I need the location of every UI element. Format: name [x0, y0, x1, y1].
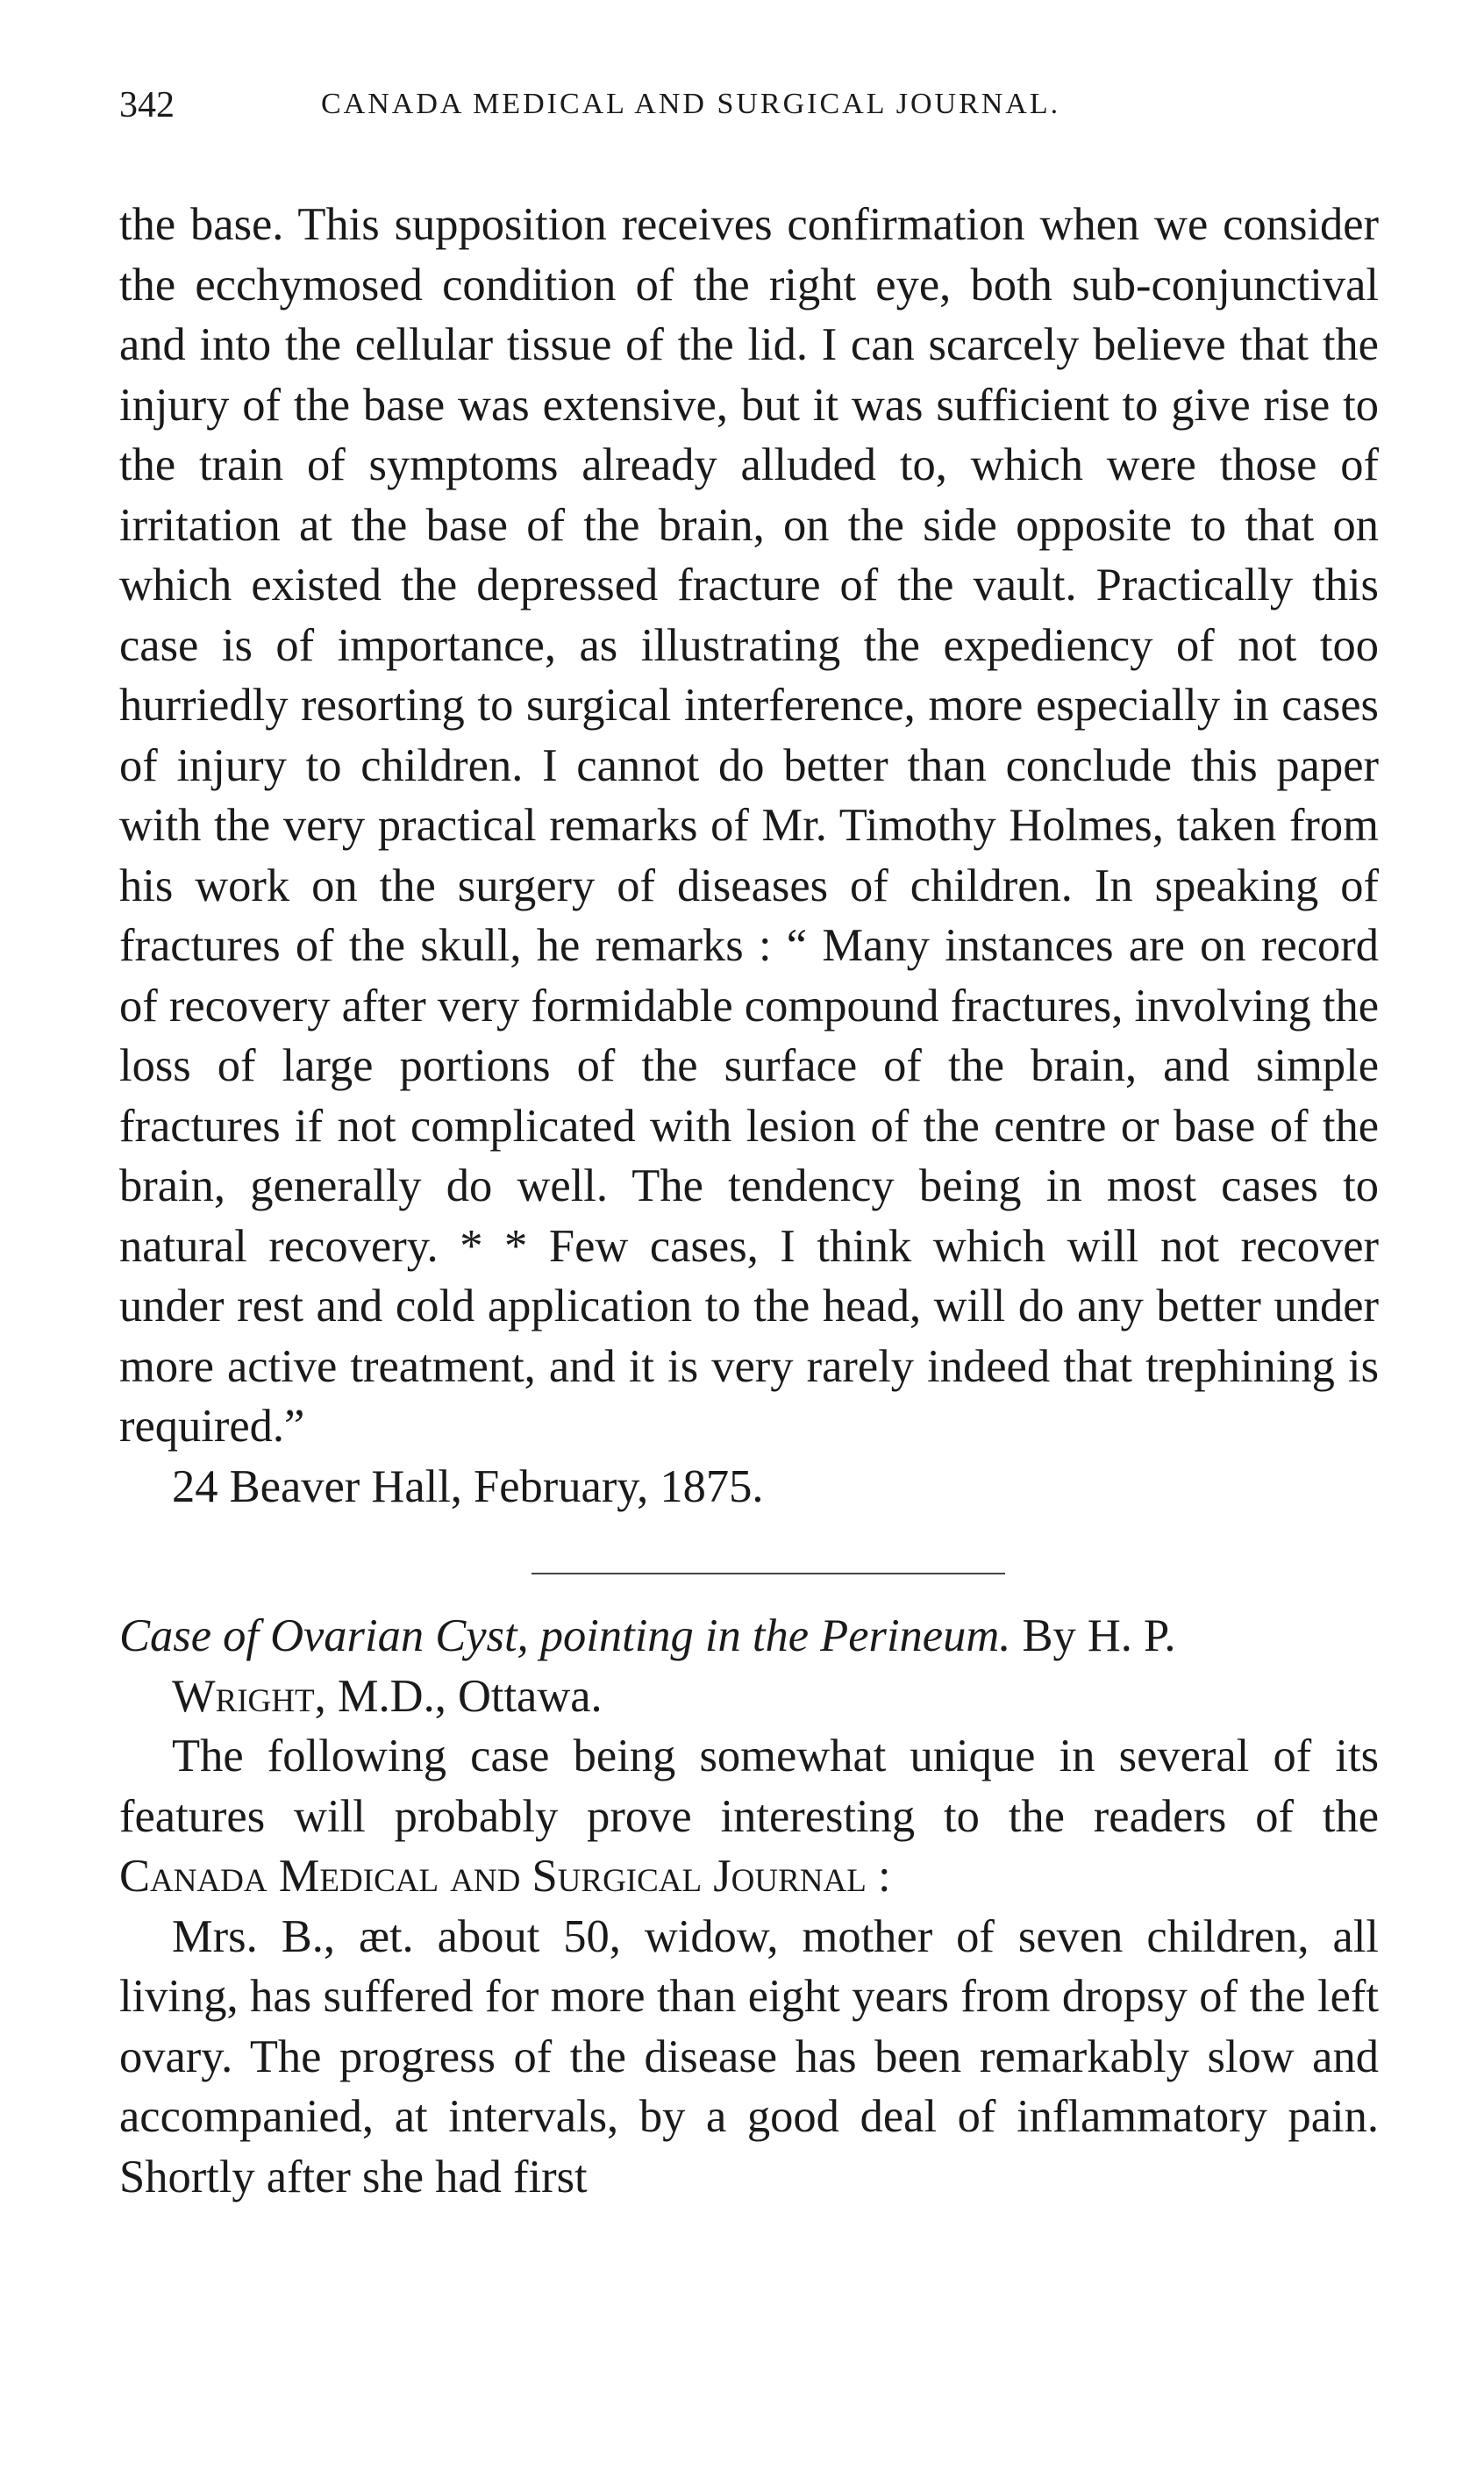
intro-journal-name: Canada Medical and Surgical Journal — [119, 1851, 867, 1902]
intro-text-before: The following case being somewhat unique in several of its features will probably prove interesting to the readers of the — [119, 1731, 1379, 1842]
author-line — [172, 1667, 1379, 1727]
intro-text-after: : — [866, 1851, 891, 1902]
intro-paragraph — [119, 1726, 1379, 1907]
body-text — [119, 195, 1379, 2207]
byline-prefix: By H. P. — [1022, 1610, 1176, 1661]
section-divider — [532, 1573, 1005, 1574]
journal-page — [119, 84, 1379, 2207]
author-suffix: , M.D., Ottawa. — [314, 1670, 603, 1722]
signoff-line: 24 Beaver Hall, February, 1875. — [172, 1460, 764, 1512]
continuation-paragraph: the base. This supposition receives confirmation when we consider the ecchymosed condition of the right eye, both sub-conjunctival and into the cellular tissue of the lid. I can scarcely believe that the injury of the base was extensive, but it was sufficient to give rise to the train of symptoms already alluded to, which were those of irritation at the base of the brain, on the side opposite to that on which existed the depressed fracture of the vault. Practically this case is of importance, as illustrating the expediency of not too hurriedly resorting to surgical interference, more especially in cases of injury to children. I cannot do better than conclude this paper with the very practical remarks of Mr. Timothy Holmes, taken from his work on the surgery of diseases of children. In speaking of fractures of the skull, he remarks : “ Many instances are on record of recovery after very formidable compound fractures, involving the loss of large portions of the surface of the brain, and simple fractures if not complicated with lesion of the centre or base of the brain, generally do well. The tendency being in most cases to natural recovery. * * Few cases, I think which will not recover under rest and cold application to the head, will do any better under more active treatment, and it is very rarely indeed that trephining is required.” — [119, 199, 1379, 1452]
case-paragraph: Mrs. B., æt. about 50, widow, mother of seven children, all living, has suffered for more than eight years from dropsy of the left ovary. The progress of the disease has been remarkably slow and accompanied, at intervals, by a good deal of inflammatory pain. Shortly after she had first — [119, 1910, 1379, 2202]
running-head — [119, 84, 1379, 137]
page-number: 342 — [119, 85, 175, 125]
author-name: Wright — [172, 1670, 315, 1722]
journal-title: CANADA MEDICAL AND SURGICAL JOURNAL. — [321, 88, 1061, 120]
article-title: Case of Ovarian Cyst, pointing in the Perineum. — [119, 1610, 1011, 1661]
article-heading — [119, 1606, 1379, 1667]
